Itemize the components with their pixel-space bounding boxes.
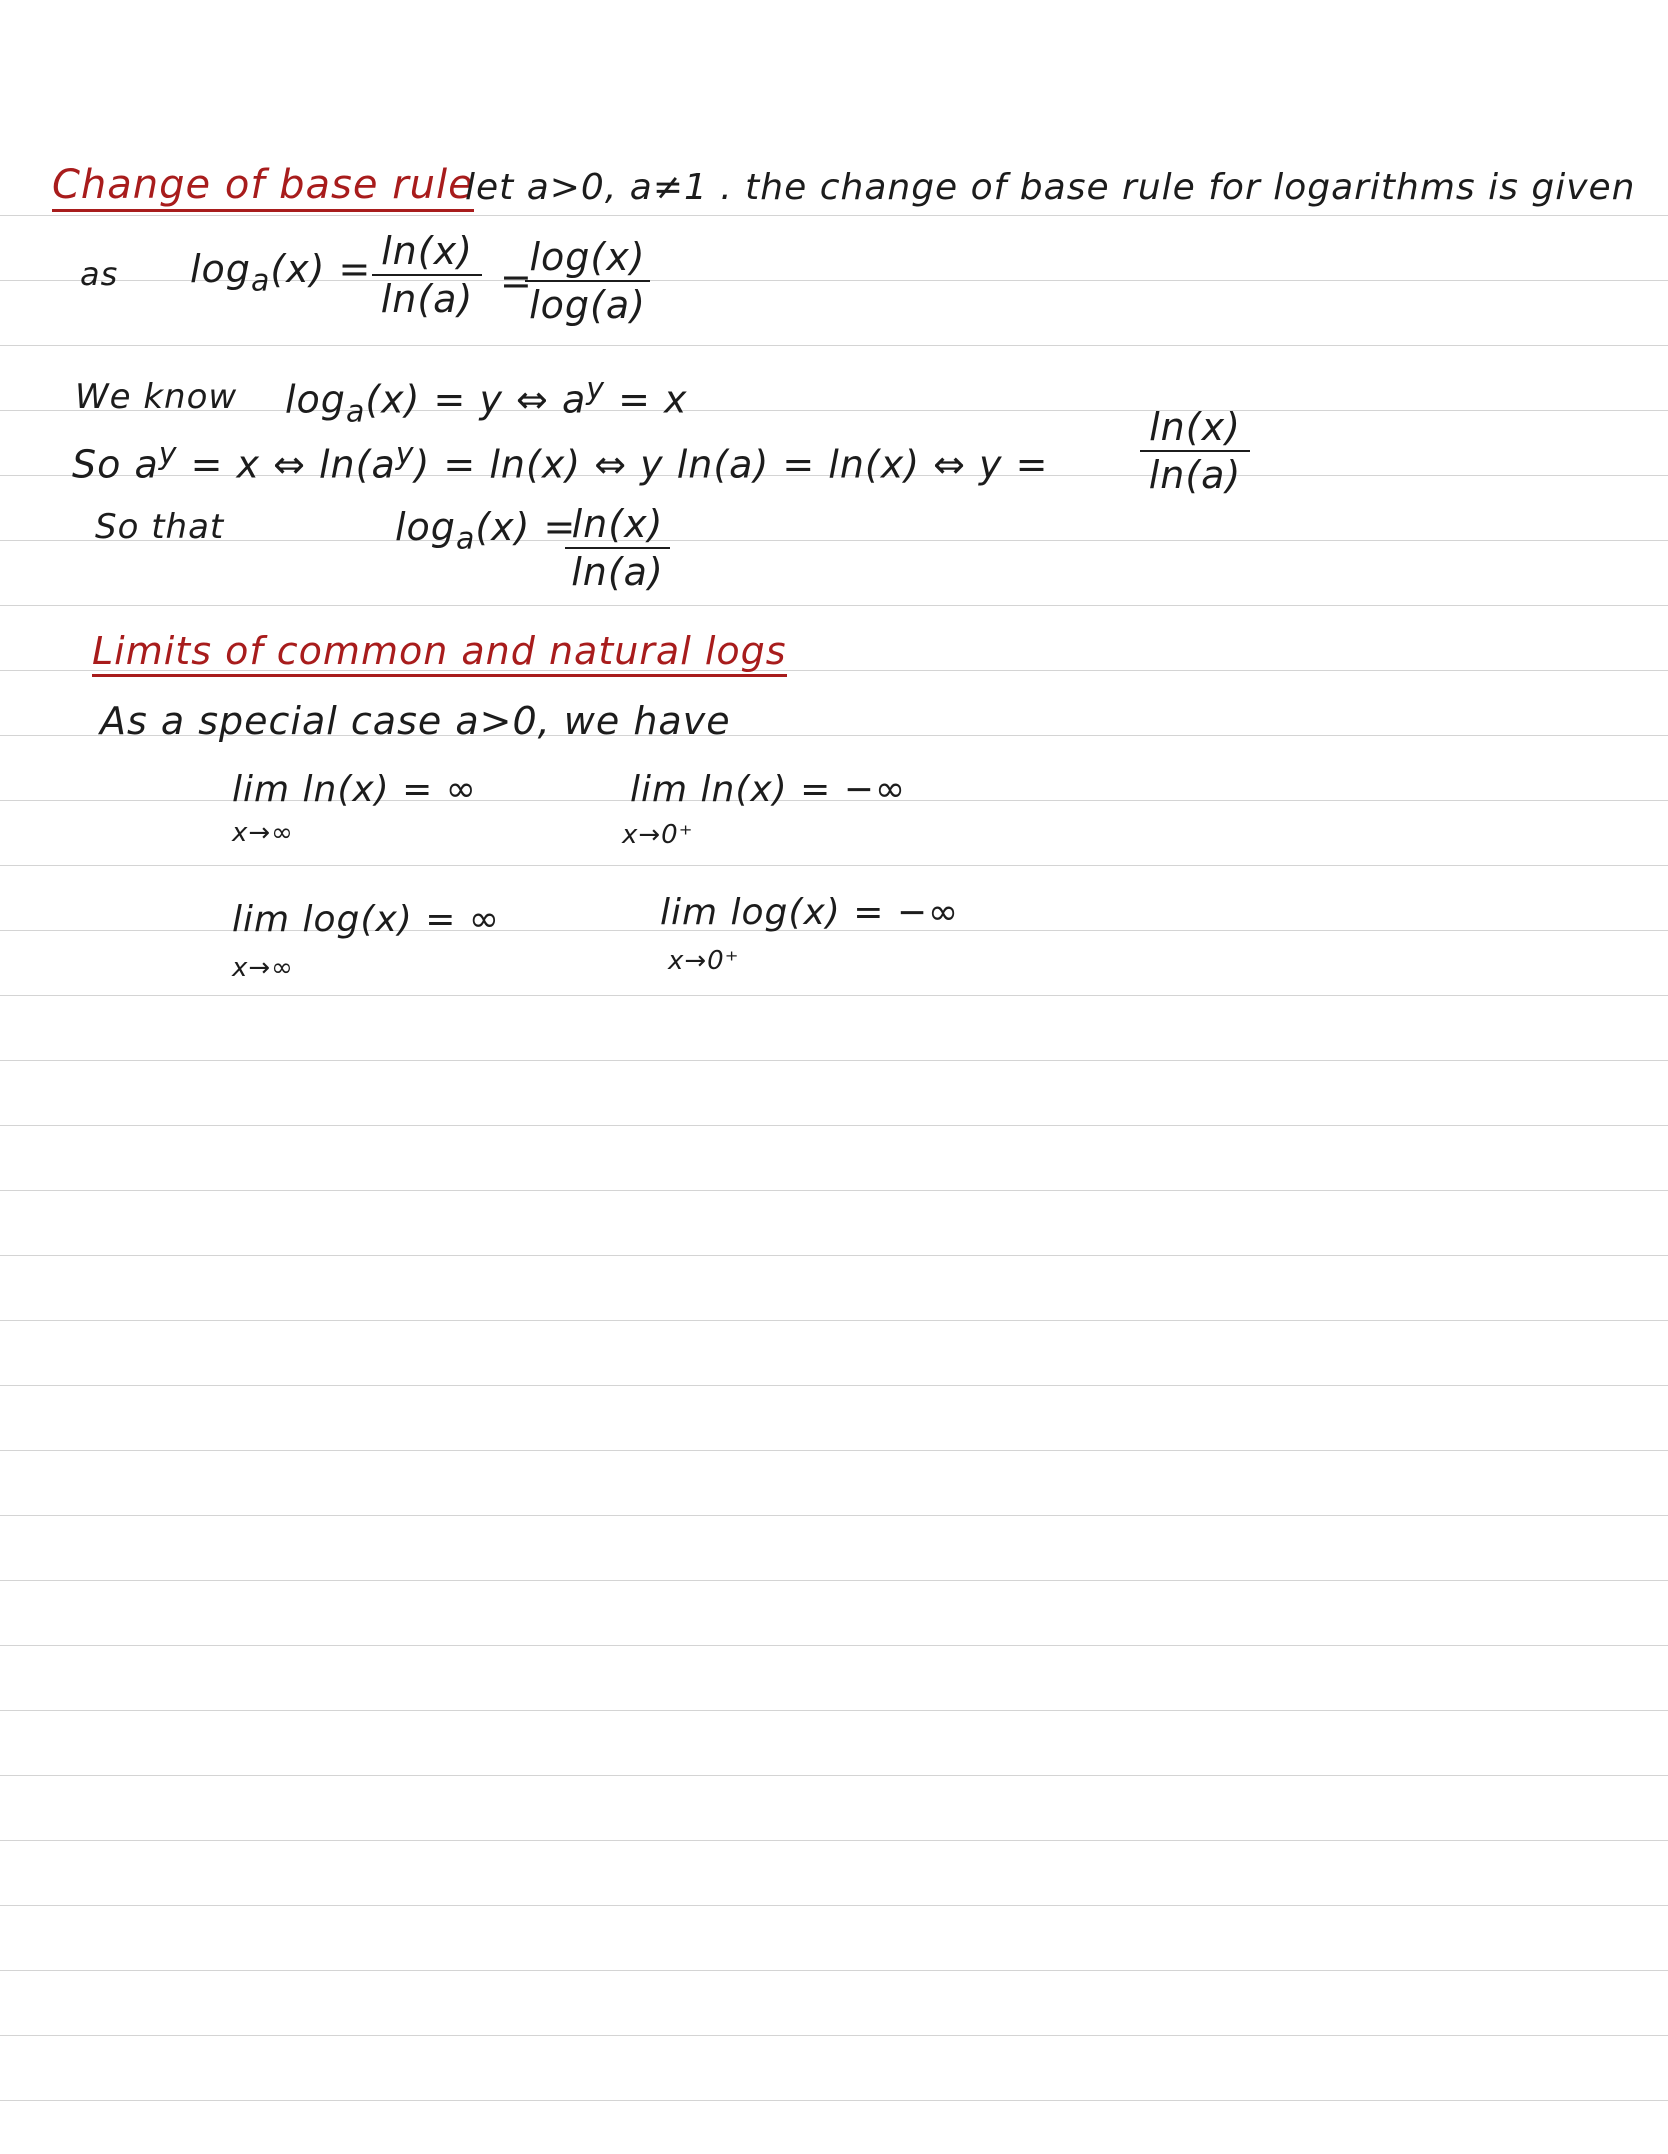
so-line [72,437,1049,487]
base-subscript: a [250,263,271,299]
ruled-line [0,2035,1668,2036]
we-know-expr [285,372,688,430]
fraction-bar [1140,450,1250,452]
fraction-denominator: ln(a) [380,277,474,321]
fraction-numerator: log(x) [529,235,646,279]
exponent: y [395,437,415,472]
limit-log-zero: lim log(x) = −∞ [660,892,959,933]
limit-log-infinity: lim log(x) = ∞ [232,899,500,940]
fraction-denominator: ln(a) [571,550,664,594]
as-word: as [80,255,119,293]
special-case-text: As a special case a>0, we have [100,699,731,743]
ruled-line [0,1710,1668,1711]
base-subscript: a [455,521,476,557]
log-label: log [285,377,346,422]
equals-sign: = [500,259,533,303]
ruled-line [0,1255,1668,1256]
expr-text: ) = ln(x) ⇔ y ln(a) = ln(x) ⇔ y = [414,442,1049,487]
fraction-denominator: ln(a) [1148,453,1242,497]
fraction-bar [525,280,650,282]
so-that-label: So that [95,507,225,547]
ruled-line [0,1905,1668,1906]
fraction-bar [372,274,482,276]
expr-text: So a [72,442,159,487]
so-that-expr [395,505,577,557]
fraction-ln-result [1140,405,1250,497]
ruled-line [0,1970,1668,1971]
fraction-log [525,235,650,327]
ruled-line [0,1060,1668,1061]
limit-subscript: x→0⁺ [668,946,740,976]
fraction-ln [372,229,482,321]
ruled-line [0,345,1668,346]
ruled-line [0,865,1668,866]
log-label: log [395,505,456,549]
fraction-numerator: ln(x) [381,229,473,273]
ruled-line [0,410,1668,411]
ruled-line [0,540,1668,541]
expr-text: (x) = y ⇔ a [365,377,587,422]
ruled-line [0,1450,1668,1451]
ruled-line [0,995,1668,996]
formula-arg: (x) = [270,247,372,291]
ruled-line [0,1385,1668,1386]
limit-subscript: x→0⁺ [622,820,694,850]
limit-subscript: x→∞ [232,818,294,848]
intro-text: let a>0, a≠1 . the change of base rule for logarithms is given [465,167,1636,208]
ruled-line [0,1125,1668,1126]
fraction-conclusion [565,502,670,594]
fraction-numerator: ln(x) [1149,405,1241,449]
ruled-line [0,1840,1668,1841]
ruled-line [0,605,1668,606]
formula-lhs [190,247,372,299]
exponent: y [158,437,178,472]
limit-ln-infinity: lim ln(x) = ∞ [232,769,477,810]
base-subscript: a [345,394,366,430]
fraction-bar [565,547,670,549]
heading-change-of-base: Change of base rule [52,165,474,212]
we-know-label: We know [75,377,238,417]
ruled-line [0,1645,1668,1646]
limit-ln-zero: lim ln(x) = −∞ [630,769,906,810]
ruled-line [0,1320,1668,1321]
fraction-denominator: log(a) [529,283,646,327]
limit-subscript: x→∞ [232,953,294,983]
ruled-line [0,1515,1668,1516]
ruled-line [0,1190,1668,1191]
ruled-line [0,1775,1668,1776]
exponent: y [586,372,606,407]
expr-text: (x) = [475,505,577,549]
expr-text: = x ⇔ ln(a [177,442,396,487]
log-label: log [190,247,251,291]
heading-limits: Limits of common and natural logs [92,632,787,677]
ruled-line [0,215,1668,216]
ruled-line [0,2100,1668,2101]
ruled-line [0,1580,1668,1581]
fraction-numerator: ln(x) [571,502,664,546]
expr-text: = x [605,377,688,422]
